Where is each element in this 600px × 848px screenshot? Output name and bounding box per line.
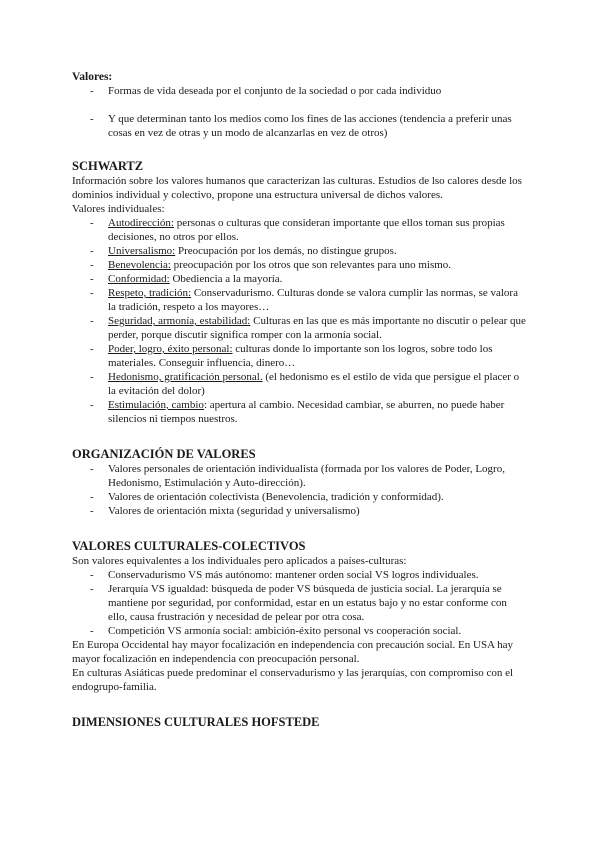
value-term: Poder, logro, éxito personal: [108,343,233,355]
list-item: - Competición VS armonía social: ambición-éxito personal vs cooperación social. [108,624,528,638]
value-text: (el hedonismo es el estilo de vida que persigue el placer o la evitación del dolor) [108,371,520,397]
hofstede-heading: DIMENSIONES CULTURALES HOFSTEDE [72,715,320,729]
value-text: Culturas en las que es más importante no discutir o pelear que perder, porque discutir significa romper con la armonía social. [108,315,526,341]
organizacion-heading: ORGANIZACIÓN DE VALORES [72,447,256,461]
list-item: - Valores de orientación mixta (seguridad y universalismo) [108,504,528,518]
valores-list [72,84,528,98]
list-item: - Valores de orientación colectivista (Benevolencia, tradición y conformidad). [108,490,528,504]
list-item: - Conservadurismo VS más autónomo: mantener orden social VS logros individuales. [108,568,528,582]
value-item [108,342,528,370]
value-term: Conformidad: [108,273,170,285]
list-item: - Valores personales de orientación individualista (formada por los valores de Poder, Logro, Hedonismo, Estimulación y Auto-dirección). [108,462,528,490]
value-item [108,370,528,398]
culturales-intro: Son valores equivalentes a los individuales pero aplicados a países-culturas: [72,555,407,567]
culturales-list [72,568,528,638]
value-text: culturas donde lo importante son los logros, sobre todo los materiales. Conseguir influencia, dinero… [108,343,493,369]
value-item [108,272,528,286]
valores-list-2 [72,112,528,140]
culturales-heading: VALORES CULTURALES-COLECTIVOS [72,539,306,553]
value-item [108,258,528,272]
value-term: Estimulación, cambio [108,399,204,411]
value-term: Seguridad, armonía, estabilidad: [108,315,251,327]
value-text: Preocupación por los demás, no distingue grupos. [175,245,397,257]
value-item [108,286,528,314]
schwartz-values-list [72,216,528,426]
culturales-outro: En culturas Asiáticas puede predominar el conservadurismo y las jerarquías, con compromiso con el endogrupo-familia. [72,667,514,693]
value-text: Obediencia a la mayoría. [169,273,283,285]
valores-item: - Y que determinan tanto los medios como los fines de las acciones (tendencia a preferir unas cosas en vez de otras y un modo de alcanzarlas en vez de otros) [108,112,528,140]
value-text: personas o culturas que consideran importante que ellos toman sus propias decisiones, no otros por ellos. [108,217,505,243]
list-item: - Jerarquía VS igualdad: búsqueda de poder VS búsqueda de justicia social. La jerarquía se mantiene por seguridad, por conformidad, estar en un estatus bajo y no estar conforme con ello, causa frustración y necesidad de pelear por otra cosa. [108,582,528,624]
valores-item: - Formas de vida deseada por el conjunto de la sociedad o por cada individuo [108,84,528,98]
value-item [108,216,528,244]
schwartz-intro: Información sobre los valores humanos que caracterizan las culturas. Estudios de lso calores desde los dominios individual y colectivo, propone una estructura universal de dichos valores. [72,175,522,201]
schwartz-heading: SCHWARTZ [72,159,144,173]
value-text: : apertura al cambio. Necesidad cambiar, se aburren, no puede haber silencios ni tiempos nuestros. [108,399,505,425]
schwartz-subtitle: Valores individuales: [72,203,165,215]
document-page [72,70,528,730]
value-text: preocupación por los otros que son relevantes para uno mismo. [170,259,452,271]
value-text: Conservadurismo. Culturas donde se valora cumplir las normas, se valora la tradición, respeto a los mayores… [108,287,518,313]
value-term: Benevolencia: [108,259,171,271]
value-term: Respeto, tradición: [108,287,192,299]
value-term: Autodirección: [108,217,174,229]
value-item [108,244,528,258]
value-term: Universalismo: [108,245,176,257]
value-item [108,314,528,342]
valores-heading: Valores: [72,71,113,83]
value-term: Hedonismo, gratificación personal. [108,371,263,383]
organizacion-list [72,462,528,518]
culturales-outro: En Europa Occidental hay mayor focalización en independencia con precaución social. En USA hay mayor focalización en independencia con preocupación personal. [72,639,514,665]
value-item [108,398,528,426]
